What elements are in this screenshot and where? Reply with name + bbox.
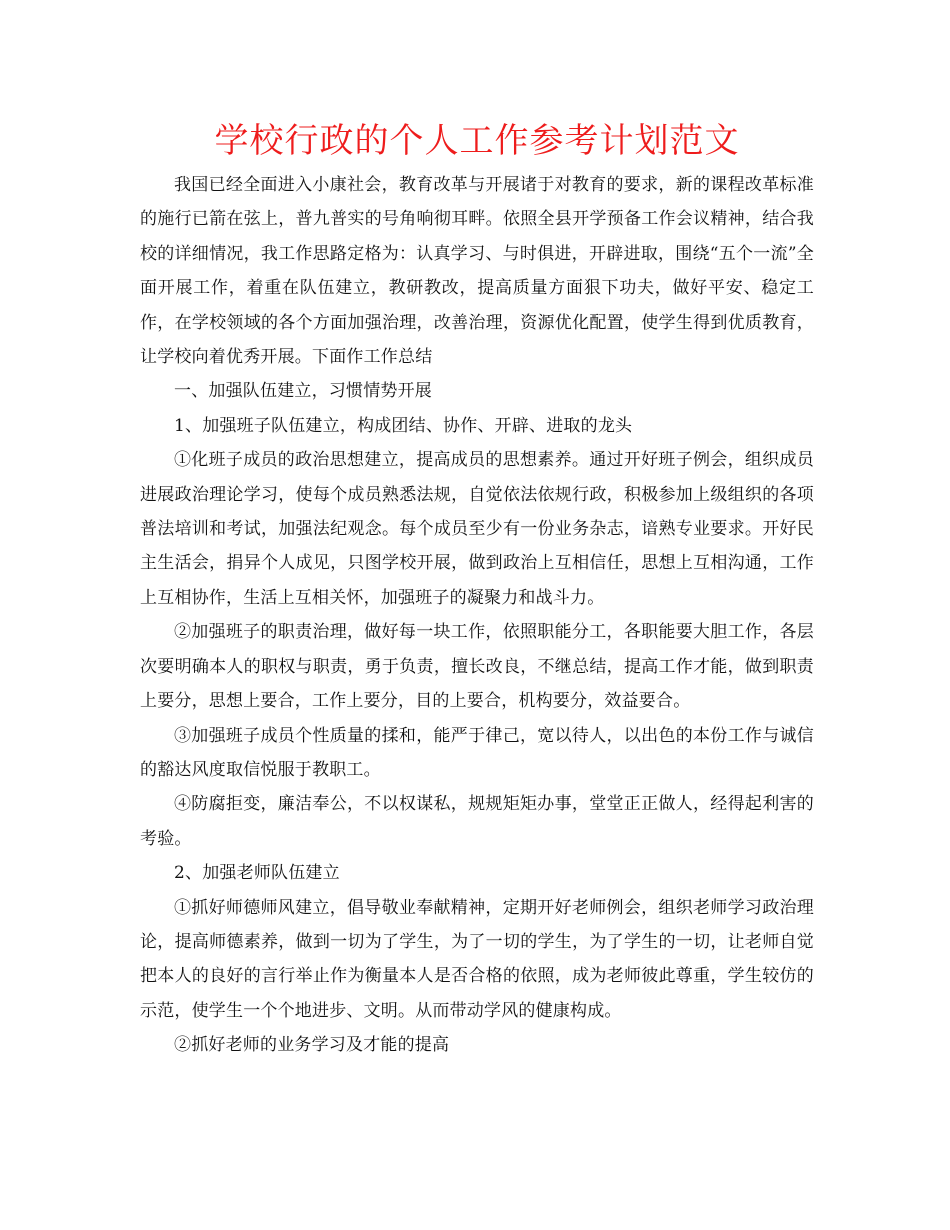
paragraph-item-6: ②抓好老师的业务学习及才能的提高	[174, 1035, 450, 1056]
document-body	[140, 168, 814, 1063]
paragraph-item-2: ②加强班子的职责治理，做好每一块工作，依照职能分工，各职能要大胆工作，各层次要明确本人的职权与职责，勇于负责，擅长改良，不继总结，提高工作才能，做到职责上要分，思想上要合，工作上要分，目的上要合，机构要分，效益要合。	[140, 622, 814, 712]
paragraph-item-1: ①化班子成员的政治思想建立，提高成员的思想素养。通过开好班子例会，组织成员进展政治理论学习，使每个成员熟悉法规，自觉依法依规行政，积极参加上级组织的各项普法培训和考试，加强法纪观念。每个成员至少有一份业务杂志，谙熟专业要求。开好民主生活会，捐异个人成见，只图学校开展，做到政治上互相信任，思想上互相沟通，工作上互相协作，生活上互相关怀，加强班子的凝聚力和战斗力。	[140, 450, 814, 608]
paragraph-item-4: ④防腐拒变，廉洁奉公，不以权谋私，规规矩矩办事，堂堂正正做人，经得起利害的考验。	[140, 794, 814, 849]
subsection-heading-2: 2、加强老师队伍建立	[174, 863, 340, 884]
paragraph-item-5: ①抓好师德师风建立，倡导敬业奉献精神，定期开好老师例会，组织老师学习政治理论，提高师德素养，做到一切为了学生，为了一切的学生，为了学生的一切，让老师自觉把本人的良好的言行举止作为衡量本人是否合格的依照，成为老师彼此尊重，学生较仿的示范，使学生一个个地进步、文明。从而带动学风的健康构成。	[140, 897, 814, 1021]
paragraph-item-3: ③加强班子成员个性质量的揉和，能严于律己，宽以待人，以出色的本份工作与诚信的豁达风度取信悦服于教职工。	[140, 725, 814, 780]
document-title: 学校行政的个人工作参考计划范文	[214, 121, 740, 161]
paragraph-intro: 我国已经全面进入小康社会，教育改革与开展诸于对教育的要求，新的课程改革标准的施行已箭在弦上，普九普实的号角响彻耳畔。依照全县开学预备工作会议精神，结合我校的详细情况，我工作思路定格为：认真学习、与时俱进，开辟进取，围绕“五个一流”全面开展工作，着重在队伍建立，教研教改，提高质量方面狠下功夫，做好平安、稳定工作，在学校领域的各个方面加强治理，改善治理，资源优化配置，使学生得到优质教育，让学校向着优秀开展。下面作工作总结	[140, 175, 814, 368]
subsection-heading-1: 1、加强班子队伍建立，构成团结、协作、开辟、进取的龙头	[174, 415, 633, 436]
section-heading-1: 一、加强队伍建立，习惯情势开展	[174, 381, 432, 402]
